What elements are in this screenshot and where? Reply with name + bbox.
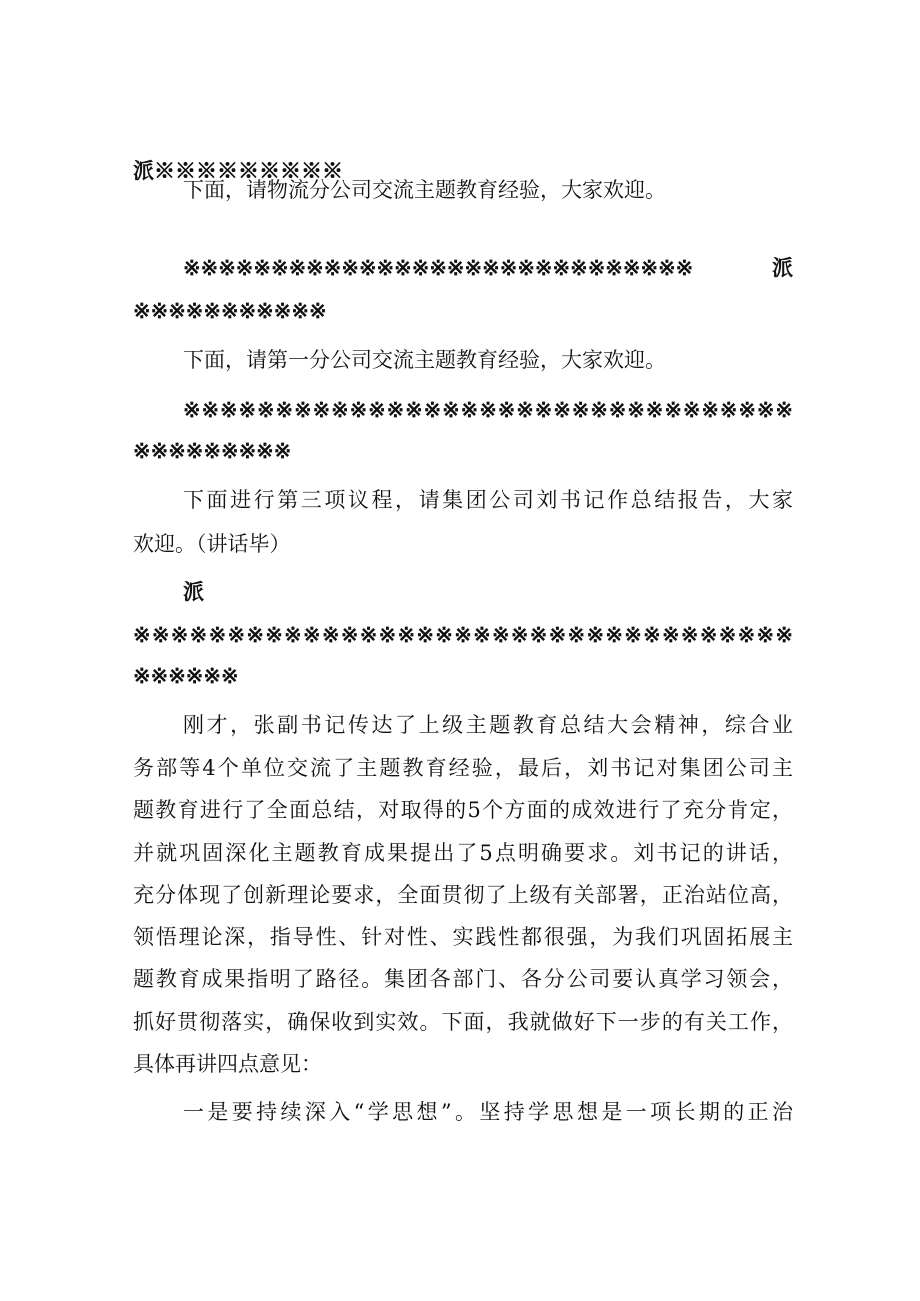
text-line-8: 下面进行第三项议程，请集团公司刘书记作总结报告，大家 [183,488,793,512]
text-line-6: ※※※※※※※※※※※※※※※※※※※※※※※※※※※※※※※※※ [183,397,793,422]
text-line-10: 派 [183,579,204,604]
text-line-14: 务部等4个单位交流了主题教育经验，最后，刘书记对集团公司主 [133,756,793,780]
text-line-9: 欢迎。（讲话毕） [133,532,291,556]
text-line-4: ※※※※※※※※※※※ [133,298,327,323]
text-line-18: 领悟理论深，指导性、针对性、实践性都很强，为我们巩固拓展主 [133,925,793,949]
text-line-20: 抓好贯彻落实，确保收到实效。下面，我就做好下一步的有关工作， [133,1010,793,1034]
text-line-15: 题教育进行了全面总结，对取得的5个方面的成效进行了充分肯定， [133,798,793,822]
text-line-16: 并就巩固深化主题教育成果提出了5点明确要求。刘书记的讲话， [133,841,793,865]
text-line-3-symbols: ※※※※※※※※※※※※※※※※※※※※※※※※※※※※※ [183,255,694,280]
text-line-3 [183,253,793,283]
text-line-22: 一是要持续深入“学思想”。坚持学思想是一项长期的正治 [183,1100,793,1124]
text-line-2: 下面，请物流分公司交流主题教育经验，大家欢迎。 [183,178,666,202]
text-line-7: ※※※※※※※※※ [133,438,292,463]
text-line-19: 题教育成果指明了路径。集团各部门、各分公司要认真学习领会， [133,967,793,991]
text-line-12: ※※※※※※ [133,663,239,688]
text-line-5: 下面，请第一分公司交流主题教育经验，大家欢迎。 [183,348,666,372]
text-line-3-end: 派 [772,255,793,280]
text-line-1: 派※※※※※※※※※ [133,158,343,183]
text-line-17: 充分体现了创新理论要求，全面贯彻了上级有关部署，正治站位高， [133,883,793,907]
text-line-11: ※※※※※※※※※※※※※※※※※※※※※※※※※※※※※※※※※※※ [133,622,793,647]
text-line-13: 刚才，张副书记传达了上级主题教育总结大会精神，综合业 [183,713,793,737]
text-line-21: 具体再讲四点意见： [133,1052,322,1076]
